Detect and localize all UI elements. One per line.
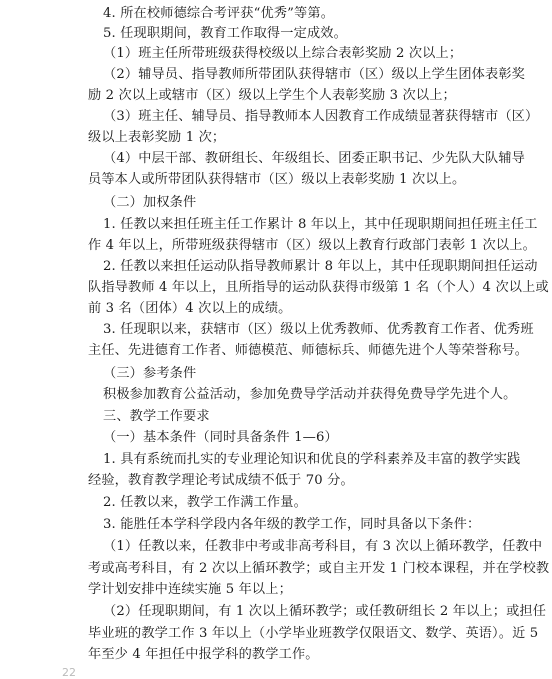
paragraph-line: 作 4 年以上，所带班级获得辖市（区）级以上教育行政部门表彰 1 次以上。 [88,238,536,253]
section-heading: （一）基本条件（同时具备条件 1—6） [103,430,338,445]
paragraph-line: （4）中层干部、教研组长、年级组长、团委正职书记、少先队大队辅导 [103,151,525,166]
paragraph-line: 考或高考科目，有 2 次以上循环教学；或自主开发 1 门校本课程，并在学校教 [88,561,550,576]
paragraph-line: 队指导教师 4 年以上，且所指导的运动队获得市级第 1 名（个人）4 次以上或 [88,280,549,295]
paragraph-line: 2. 任教以来担任运动队指导教师累计 8 年以上，其中任现职期间担任运动 [103,259,538,274]
paragraph-line: 前 3 名（团体）4 次以上的成绩。 [88,301,292,316]
paragraph-line: 学计划安排中连续实施 5 年以上； [88,582,292,597]
paragraph-line: 3. 任现职以来，获辖市（区）级以上优秀教师、优秀教育工作者、优秀班 [103,322,534,337]
paragraph-line: 1. 具有系统而扎实的专业理论知识和优良的学科素养及丰富的教学实践 [103,452,521,467]
paragraph-line: （2）辅导员、指导教师所带团队获得辖市（区）级以上学生团体表彰奖 [103,67,525,82]
paragraph-line: 年至少 4 年担任中报学科的教学工作。 [88,647,319,662]
paragraph-line: （2）任现职期间，有 1 次以上循环教学；或任教研组长 2 年以上；或担任 [103,604,547,619]
paragraph-line: 2. 任教以来，教学工作满工作量。 [103,495,307,510]
paragraph-line: 4. 所在校师德综合考评获“优秀”等第。 [103,6,335,21]
paragraph-line: 励 2 次以上或辖市（区）级以上学生个人表彰奖励 3 次以上； [88,88,456,103]
paragraph-line: 毕业班的教学工作 3 年以上（小学毕业班教学仅限语文、数学、英语）。近 5 [88,626,539,641]
paragraph-line: 积极参加教育公益活动，参加免费导学活动并获得免费导学先进个人。 [103,387,517,402]
paragraph-line: 经验，教育教学理论考试成绩不低于 70 分。 [88,473,354,488]
section-heading: 三、教学工作要求 [103,409,210,424]
paragraph-line: 主任、先进德育工作者、师德模范、师德标兵、师德先进个人等荣誉称号。 [88,343,529,358]
section-heading: （二）加权条件 [103,195,197,210]
paragraph-line: 3. 能胜任本学科学段内各年级的教学工作，同时具备以下条件： [103,517,481,532]
paragraph-line: （3）班主任、辅导员、指导教师本人因教育工作成绩显著获得辖市（区） [103,109,539,124]
paragraph-line: 级以上表彰奖励 1 次； [88,130,226,145]
paragraph-line: （1）任教以来，任教非中考或非高考科目，有 3 次以上循环教学，任教中 [103,539,543,554]
page-number: 22 [62,666,76,679]
paragraph-line: 1. 任教以来担任班主任工作累计 8 年以上，其中任现职期间担任班主任工 [103,217,538,232]
paragraph-line: 员等本人或所带团队获得辖市（区）级以上表彰奖励 1 次以上。 [88,172,466,187]
section-heading: （三）参考条件 [103,366,197,381]
paragraph-line: （1）班主任所带班级获得校级以上综合表彰奖励 2 次以上； [103,46,463,61]
paragraph-line: 5. 任现职期间，教育工作取得一定成效。 [103,26,347,41]
